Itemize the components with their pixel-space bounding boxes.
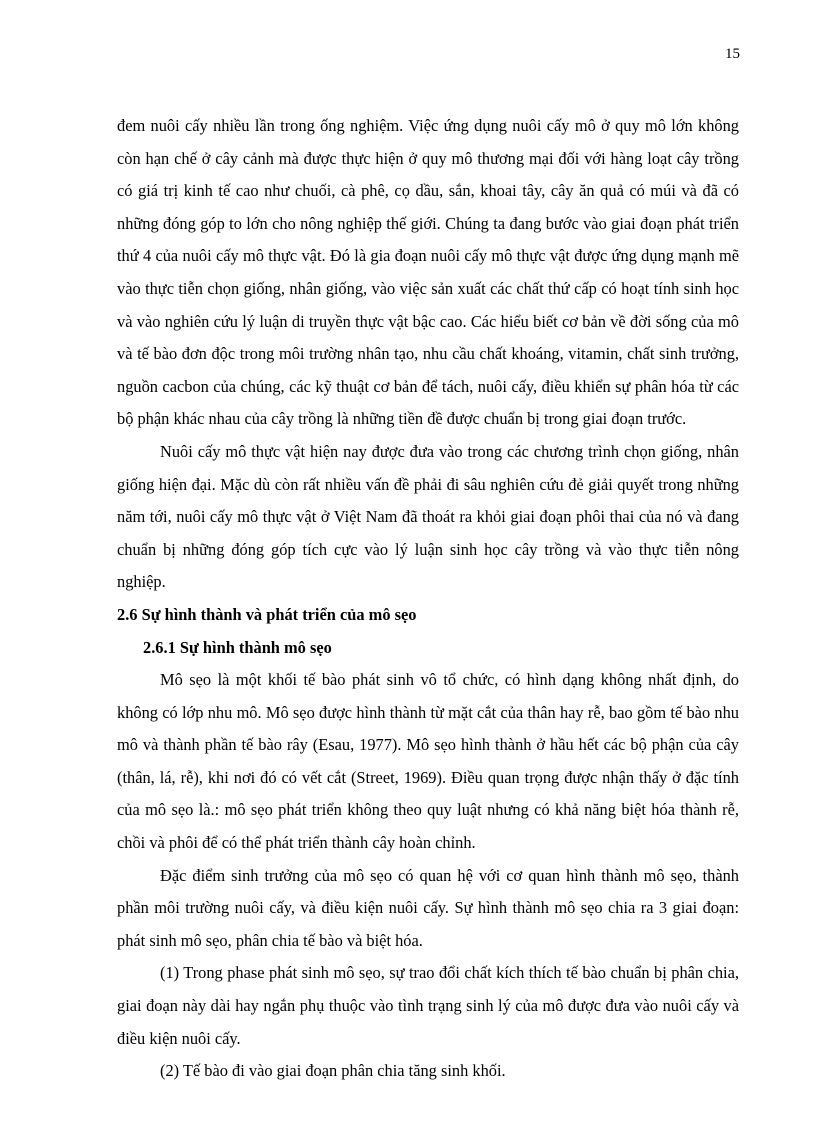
section-heading: 2.6 Sự hình thành và phát triển của mô sẹo (117, 604, 417, 624)
subsection-heading: 2.6.1 Sự hình thành mô sẹo (143, 637, 332, 657)
paragraph: (2) Tế bào đi vào giai đoạn phân chia tăng sinh khối. (160, 1061, 506, 1081)
paragraph: Mô sẹo là một khối tế bào phát sinh vô tổ chức, có hình dạng không nhất định, do không có lớp nhu mô. Mô sẹo được hình thành từ mặt cắt của thân hay rễ, bao gồm tế bào nhu mô và thành phần tế bào rây (Esau, 1977). Mô sẹo hình thành ở hầu hết các bộ phận của cây (thân, lá, rễ), khi nơi đó có vết cắt (Street, 1969). Điều quan trọng được nhận thấy ở đặc tính của mô sẹo là.: mô sẹo phát triển không theo quy luật nhưng có khả năng biệt hóa thành rễ, chồi và phôi để có thể phát triển thành cây hoàn chỉnh. (117, 670, 739, 853)
paragraph: đem nuôi cấy nhiều lần trong ống nghiệm. Việc ứng dụng nuôi cấy mô ở quy mô lớn không còn hạn chế ở cây cảnh mà được thực hiện ở quy mô thương mại đối với hàng loạt cây trồng có giá trị kinh tế cao như chuối, cà phê, cọ dầu, sắn, khoai tây, cây ăn quả có múi và đã có những đóng góp to lớn cho nông nghiệp thế giới. Chúng ta đang bước vào giai đoạn phát triển thứ 4 của nuôi cấy mô thực vật. Đó là gia đoạn nuôi cấy mô thực vật được ứng dụng mạnh mẽ vào thực tiễn chọn giống, nhân giống, vào việc sản xuất các chất thứ cấp có hoạt tính sinh học và vào nghiên cứu lý luận di truyền thực vật bậc cao. Các hiểu biết cơ bản về đời sống của mô và tế bào đơn độc trong môi trường nhân tạo, nhu cầu chất khoáng, vitamin, chất sinh trưởng, nguồn cacbon của chúng, các kỹ thuật cơ bản để tách, nuôi cấy, điều khiển sự phân hóa từ các bộ phận khác nhau của cây trồng là những tiền đề được chuẩn bị trong giai đoạn trước. (117, 116, 739, 429)
page-number: 15 (725, 46, 740, 62)
document-body (117, 110, 739, 1088)
paragraph: (1) Trong phase phát sinh mô sẹo, sự trao đổi chất kích thích tế bào chuẩn bị phân chia, giai đoạn này dài hay ngắn phụ thuộc vào tình trạng sinh lý của mô được đưa vào nuôi cấy và điều kiện nuôi cấy. (117, 963, 739, 1048)
paragraph: Đặc điểm sinh trưởng của mô sẹo có quan hệ với cơ quan hình thành mô sẹo, thành phần môi trường nuôi cấy, và điều kiện nuôi cấy. Sự hình thành mô sẹo chia ra 3 giai đoạn: phát sinh mô sẹo, phân chia tế bào và biệt hóa. (117, 865, 739, 950)
paragraph: Nuôi cấy mô thực vật hiện nay được đưa vào trong các chương trình chọn giống, nhân giống hiện đại. Mặc dù còn rất nhiều vấn đề phải đi sâu nghiên cứu đẻ giải quyết trong những năm tới, nuôi cấy mô thực vật ở Việt Nam đã thoát ra khỏi giai đoạn phôi thai của nó và đang chuẩn bị những đóng góp tích cực vào lý luận sinh học cây trồng và vào thực tiễn nông nghiệp. (117, 441, 739, 592)
